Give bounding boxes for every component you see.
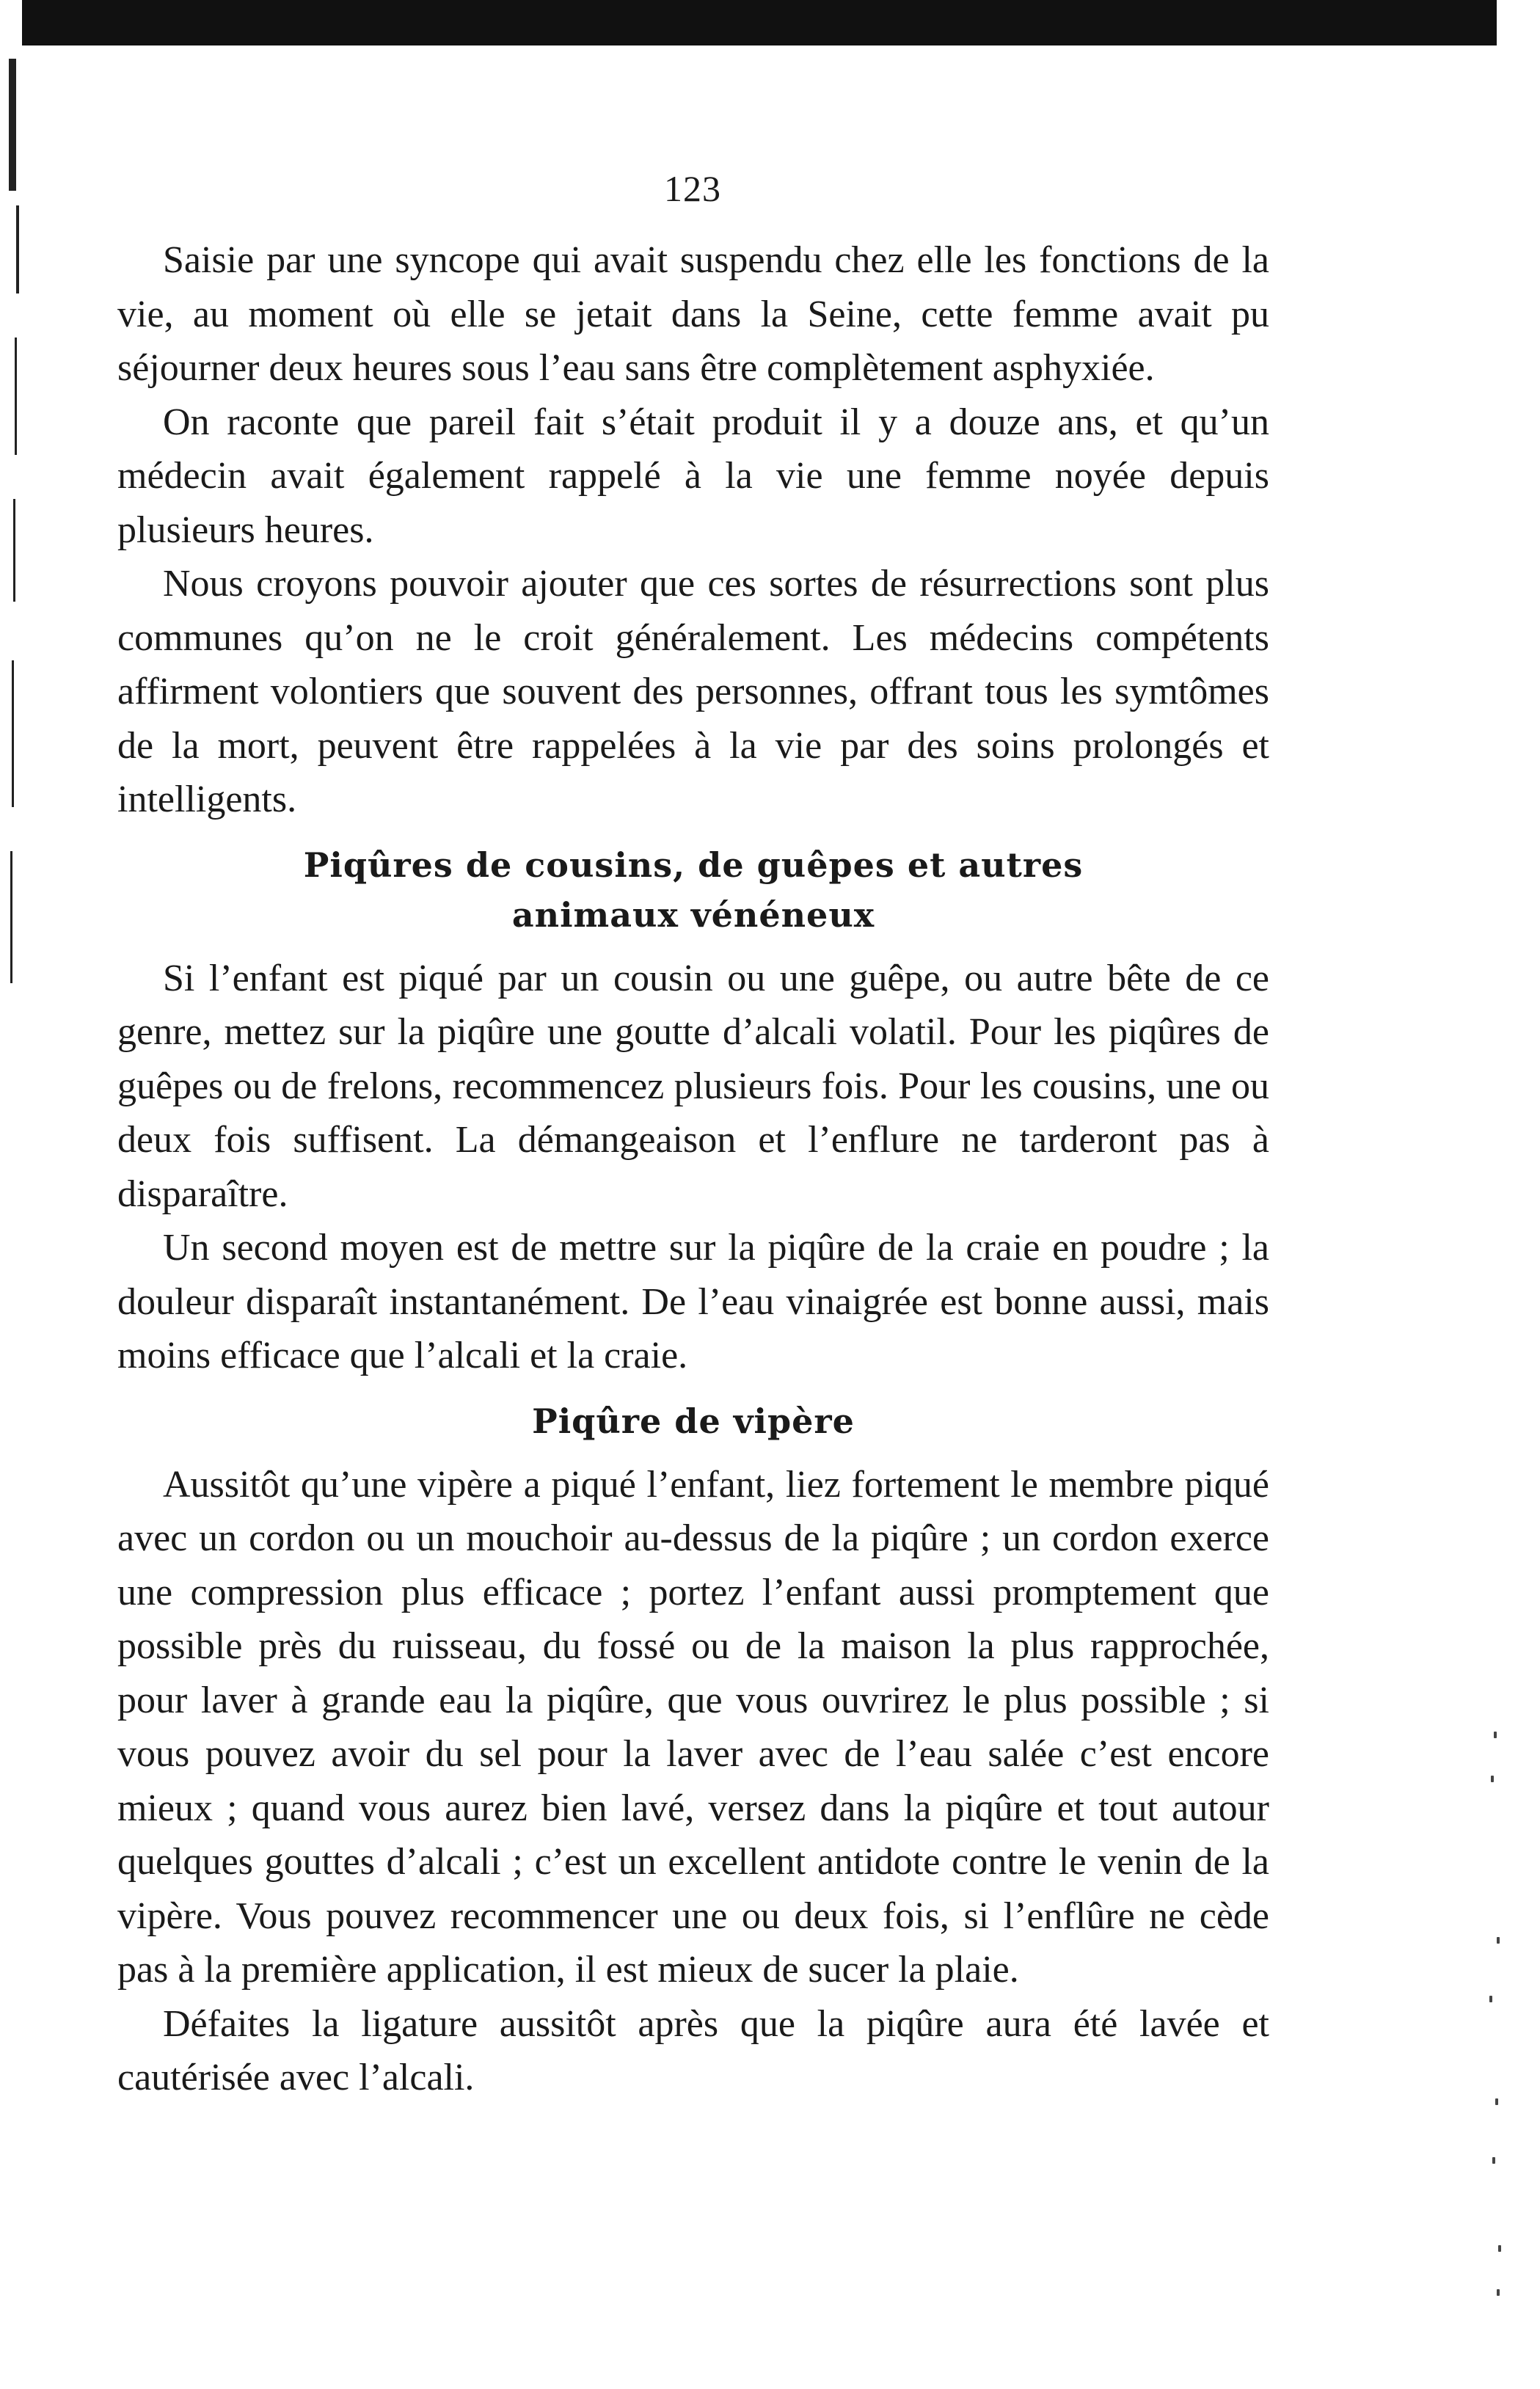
heading-line: Piqûres de cousins, de guêpes et autres [303, 845, 1084, 885]
section-heading-insect-stings [117, 840, 1269, 940]
top-scan-border [22, 0, 1497, 45]
scan-streak [10, 851, 12, 983]
paragraph: Défaites la ligature aussitôt après que la piqûre aura été lavée et cautérisée avec l’alcali. [117, 2002, 1269, 2098]
paragraph: Un second moyen est de mettre sur la piqûre de la craie en poudre ; la douleur disparaît instantanément. De l’eau vinaigrée est bonne aussi, mais moins efficace que l’alcali et la craie. [117, 1227, 1269, 1376]
left-scan-edge [0, 29, 35, 1071]
scan-streak [12, 660, 14, 807]
right-scan-specks [1482, 0, 1526, 2389]
scan-streak [9, 59, 16, 191]
scan-streak [13, 499, 15, 602]
page-number: 123 [664, 168, 721, 209]
heading-line: animaux vénéneux [511, 894, 875, 935]
paragraph: Saisie par une syncope qui avait suspendu chez elle les fonctions de la vie, au moment où elle se jetait dans la Seine, cette femme avait pu séjourner deux heures sous l’eau sans être complètement asphyxiée. [117, 239, 1269, 389]
section-heading-viper-bite: Piqûre de vipère [532, 1401, 855, 1441]
paragraph: On raconte que pareil fait s’était produit il y a douze ans, et qu’un médecin avait également rappelé à la vie une femme noyée depuis plusieurs heures. [117, 401, 1269, 551]
paragraph: Aussitôt qu’une vipère a piqué l’enfant, liez fortement le membre piqué avec un cordon ou un mouchoir au-dessus de la piqûre ; un cordon exerce une compression plus efficace ; portez l’enfant aussi promptement que possible près du ruisseau, du fossé ou de la maison la plus rapprochée, pour laver à grande eau la piqûre, que vous ouvrirez le plus possible ; si vous pouvez avoir du sel pour la laver avec de l’eau salée c’est encore mieux ; quand vous aurez bien lavé, versez dans la piqûre et tout autour quelques gouttes d’alcali ; c’est un excellent antidote contre le venin de la vipère. Vous pouvez recommencer une ou deux fois, si l’enflûre ne cède pas à la première application, il est mieux de sucer la plaie. [117, 1463, 1269, 1991]
paragraph: Si l’enfant est piqué par un cousin ou une guêpe, ou autre bête de ce genre, mettez sur la piqûre une goutte d’alcali volatil. Pour les piqûres de guêpes ou de frelons, recommencez plusieurs fois. Pour les cousins, une ou deux fois suffisent. La démangeaison et l’enflure ne tarderont pas à disparaître. [117, 957, 1269, 1215]
scan-streak [16, 205, 19, 293]
page-body [117, 233, 1269, 2105]
scan-streak [15, 338, 17, 455]
paragraph: Nous croyons pouvoir ajouter que ces sortes de résurrections sont plus communes qu’on ne le croit généralement. Les médecins compétents affirment volontiers que souvent des personnes, offrant tous les symtômes de la mort, peuvent être rappelées à la vie par des soins prolongés et intelligents. [117, 563, 1269, 820]
